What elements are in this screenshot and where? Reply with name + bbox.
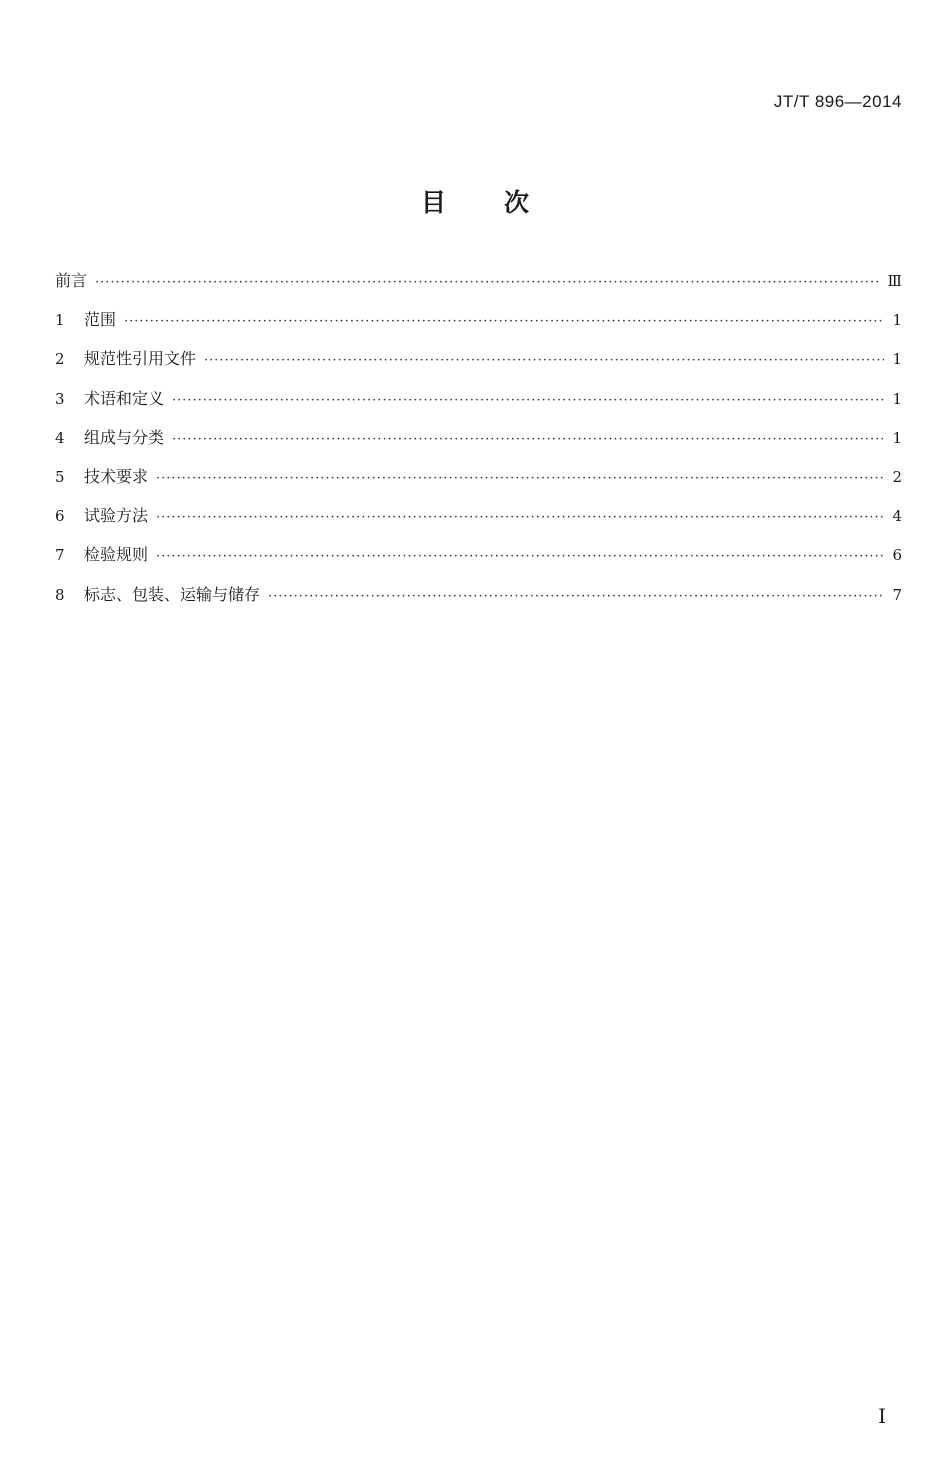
toc-leader-dots xyxy=(204,353,884,368)
toc-entry-page: 2 xyxy=(892,467,902,486)
toc-title xyxy=(0,183,950,219)
toc-entry-label: 前言 xyxy=(55,271,88,290)
standard-code: JT/T 896—2014 xyxy=(773,92,902,111)
toc-entry-page: 1 xyxy=(892,311,902,330)
toc-leader-dots xyxy=(95,275,880,290)
toc-entry-number: 3 xyxy=(55,389,65,408)
toc-entry-4[interactable] xyxy=(55,425,902,464)
toc-entry-page: 7 xyxy=(892,585,902,604)
toc-entry-number: 6 xyxy=(55,507,65,526)
toc-entry-number: 7 xyxy=(55,546,65,565)
toc-entry-label: 术语和定义 xyxy=(84,388,165,408)
toc-entry-3[interactable] xyxy=(55,386,902,425)
toc-leader-dots xyxy=(156,510,884,525)
toc-entry-page: 1 xyxy=(892,389,902,408)
toc-leader-dots xyxy=(156,549,884,564)
toc-leader-dots xyxy=(156,471,884,486)
toc-entry-5[interactable] xyxy=(55,464,902,503)
toc-entry-6[interactable] xyxy=(55,503,902,542)
toc-entry-label: 技术要求 xyxy=(84,466,149,486)
toc-leader-dots xyxy=(124,314,884,329)
toc-entry-page: 1 xyxy=(892,428,902,447)
toc-entry-foreword[interactable] xyxy=(55,268,902,307)
toc-entry-label: 标志、包装、运输与储存 xyxy=(84,584,261,604)
toc-entry-page: 1 xyxy=(892,350,902,369)
toc-entry-1[interactable] xyxy=(55,307,902,346)
toc-entry-8[interactable] xyxy=(55,582,902,621)
toc-entry-2[interactable] xyxy=(55,346,902,385)
toc-leader-dots xyxy=(172,393,884,408)
toc-entry-number: 2 xyxy=(55,350,65,369)
toc-entry-7[interactable] xyxy=(55,542,902,581)
toc-entry-label: 范围 xyxy=(84,310,117,330)
toc-entry-number: 1 xyxy=(55,311,65,330)
toc-entry-label: 试验方法 xyxy=(84,506,149,526)
toc-entry-label: 检验规则 xyxy=(84,545,149,565)
toc-entry-page: 6 xyxy=(892,546,902,565)
toc-leader-dots xyxy=(268,589,884,604)
toc-entry-number: 8 xyxy=(55,585,65,604)
toc-title-char-1: 目 xyxy=(420,188,446,217)
toc-entry-page: 4 xyxy=(892,507,902,526)
toc-title-char-2: 次 xyxy=(504,188,530,217)
toc-leader-dots xyxy=(172,432,884,447)
toc-entry-number: 5 xyxy=(55,467,65,486)
toc-entry-label: 规范性引用文件 xyxy=(84,349,197,369)
table-of-contents xyxy=(55,268,902,621)
toc-entry-number: 4 xyxy=(55,428,65,447)
toc-entry-label: 组成与分类 xyxy=(84,427,165,447)
toc-entry-page: Ⅲ xyxy=(887,272,902,290)
page-number: I xyxy=(878,1404,886,1428)
